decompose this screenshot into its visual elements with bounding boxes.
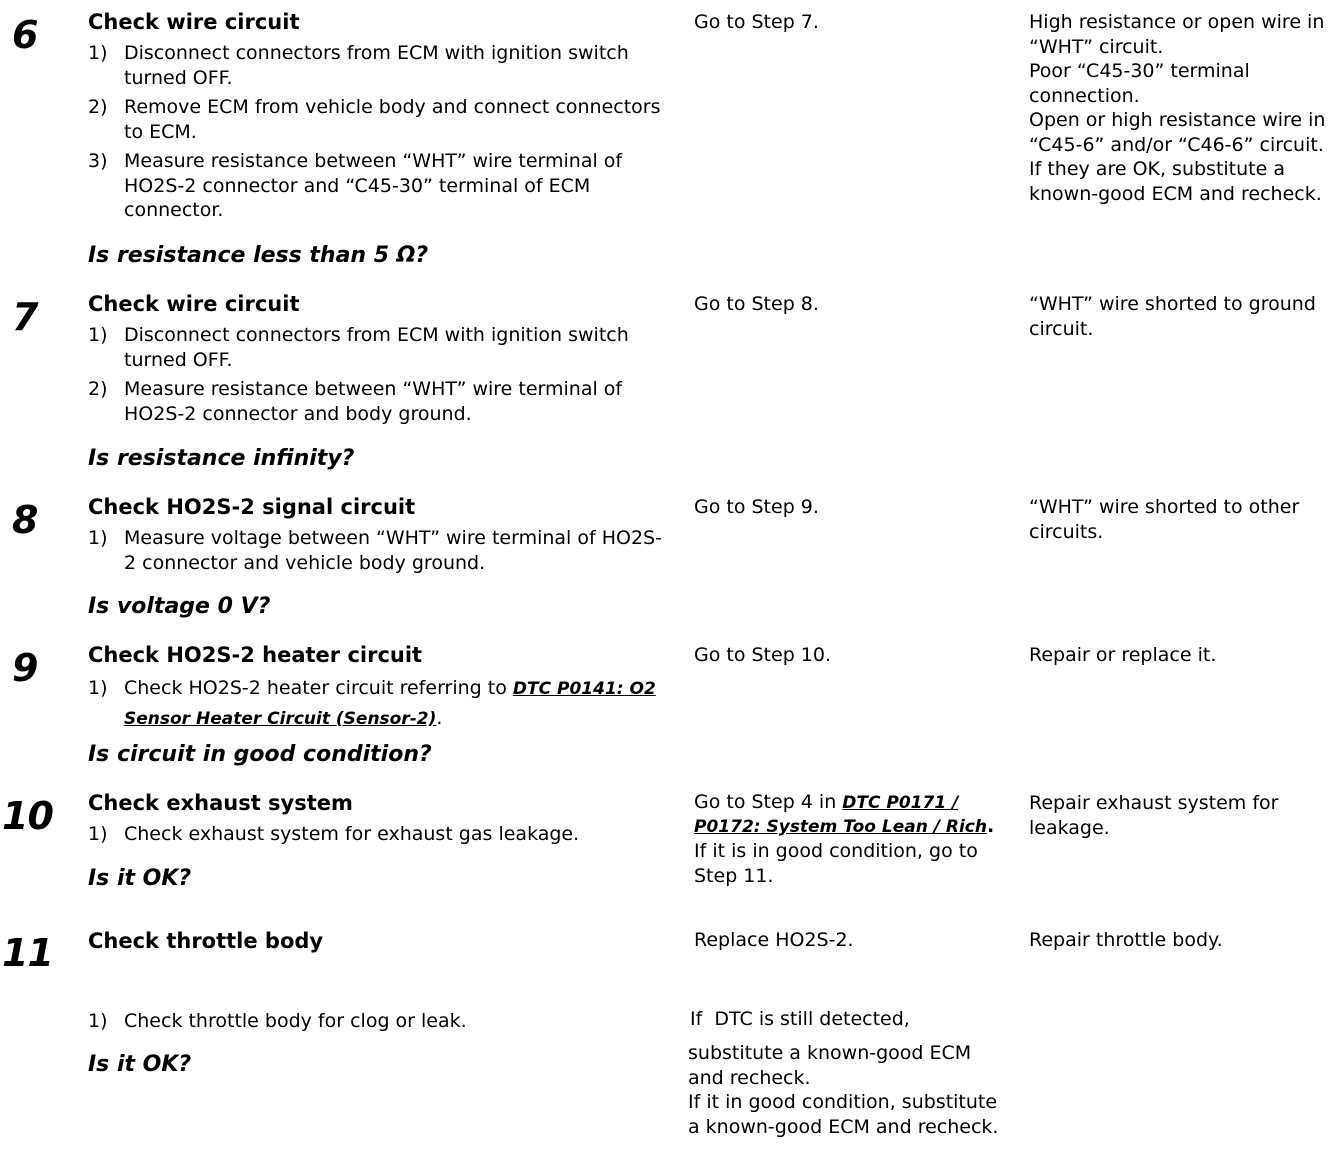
- list-item: 3) Measure resistance between “WHT” wire terminal of HO2S-2 connector and “C45-30” terminal of ECM connector.: [88, 150, 623, 221]
- step-10-question: Is it OK?: [88, 866, 192, 891]
- step-8-no-action: “WHT” wire shorted to other circuits.: [1029, 496, 1300, 543]
- step-10-yes-action: Go to Step 4 in DTC P0171 / P0172: System Too Lean / Rich. If it is in good condition, go to Step 11.: [694, 791, 995, 887]
- dtc-reference-link[interactable]: DTC P0171 / P0172: System Too Lean / Rich: [694, 793, 987, 837]
- step-11-yes-action: Replace HO2S-2.: [694, 929, 854, 951]
- step-8-procedure: [88, 495, 668, 575]
- step-10-procedure: [88, 791, 668, 847]
- step-title: Check wire circuit: [88, 292, 300, 316]
- step-7-procedure: [88, 292, 668, 426]
- step-11-yes-more: substitute a known-good ECM and recheck. If it in good condition, substitute a known-good ECM and recheck.: [688, 1042, 999, 1138]
- step-6-procedure: [88, 10, 668, 223]
- step-6-number: 6: [12, 13, 38, 57]
- list-item: 1) Check throttle body for clog or leak.: [88, 1010, 467, 1032]
- step-9-yes-action: Go to Step 10.: [694, 644, 832, 666]
- step-8-yes-action: Go to Step 9.: [694, 496, 819, 518]
- step-9-procedure: [88, 643, 668, 734]
- step-7-question: Is resistance infinity?: [88, 446, 355, 471]
- step-title: Check HO2S-2 signal circuit: [88, 495, 416, 519]
- step-6-yes-action: Go to Step 7.: [694, 11, 819, 33]
- list-item: 1) Check HO2S-2 heater circuit referring to DTC P0141: O2 Sensor Heater Circuit (Sensor-2).: [88, 677, 656, 729]
- list-item: 1) Disconnect connectors from ECM with ignition switch turned OFF.: [88, 324, 629, 371]
- step-title: Check exhaust system: [88, 791, 353, 815]
- step-8-number: 8: [12, 498, 38, 542]
- step-9-no-action: Repair or replace it.: [1029, 644, 1217, 666]
- step-11-question: Is it OK?: [88, 1052, 192, 1077]
- step-title: Check HO2S-2 heater circuit: [88, 643, 423, 667]
- list-item: 1) Measure voltage between “WHT” wire terminal of HO2S-2 connector and vehicle body ground.: [88, 527, 662, 574]
- step-11-title: Check throttle body: [88, 929, 324, 953]
- list-item: 1) Check exhaust system for exhaust gas leakage.: [88, 823, 580, 845]
- step-9-number: 9: [12, 646, 38, 690]
- step-title: Check wire circuit: [88, 10, 300, 34]
- step-9-question: Is circuit in good condition?: [88, 742, 432, 767]
- step-11-no-action: Repair throttle body.: [1029, 929, 1223, 951]
- step-11-yes-if: If DTC is still detected,: [690, 1008, 910, 1030]
- step-8-question: Is voltage 0 V?: [88, 594, 271, 619]
- dtc-reference-link[interactable]: DTC P0141: O2 Sensor Heater Circuit (Sensor-2): [124, 679, 656, 729]
- step-7-yes-action: Go to Step 8.: [694, 293, 819, 315]
- step-6-no-action: High resistance or open wire in “WHT” circuit. Poor “C45-30” terminal connection. Open or high resistance wire in “C45-6” and/or “C46-6” circuit. If they are OK, substitute a known-good ECM and recheck.: [1029, 11, 1326, 205]
- list-item: 2) Measure resistance between “WHT” wire terminal of HO2S-2 connector and body ground.: [88, 378, 623, 425]
- step-7-no-action: “WHT” wire shorted to ground circuit.: [1029, 293, 1316, 340]
- step-11-number: 11: [2, 931, 53, 975]
- step-7-number: 7: [12, 295, 38, 339]
- step-10-no-action: Repair exhaust system for leakage.: [1029, 792, 1279, 839]
- list-item: 2) Remove ECM from vehicle body and connect connectors to ECM.: [88, 96, 661, 143]
- step-10-number: 10: [2, 794, 53, 838]
- step-6-question: Is resistance less than 5 Ω?: [88, 243, 429, 268]
- list-item: 1) Disconnect connectors from ECM with ignition switch turned OFF.: [88, 42, 629, 89]
